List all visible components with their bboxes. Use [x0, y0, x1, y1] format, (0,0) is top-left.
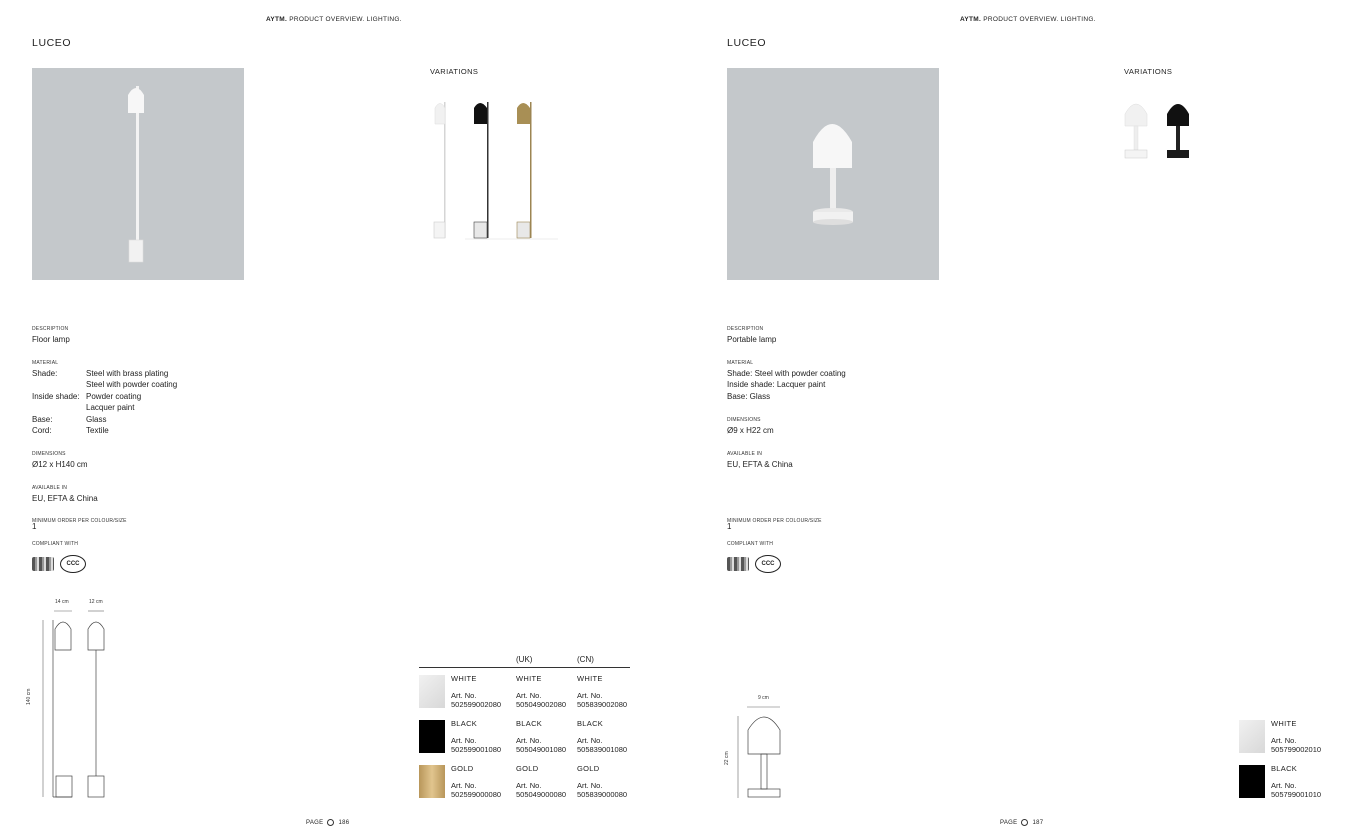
drawing-width-label: 12 cm [89, 599, 103, 605]
description-label: DESCRIPTION [727, 326, 764, 332]
header-text: PRODUCT OVERVIEW. LIGHTING. [289, 16, 402, 23]
brand-logo-icon [327, 819, 334, 826]
color-swatch-black [419, 720, 445, 753]
min-order-value: 1 [32, 522, 37, 531]
drawing-height-label: 22 cm [724, 751, 730, 765]
min-order-value: 1 [727, 522, 732, 531]
material-row: Lacquer paint [86, 403, 135, 413]
ce-mark-icon [727, 557, 749, 571]
dimensions-label: DIMENSIONS [32, 451, 66, 457]
product-title: LUCEO [32, 37, 72, 49]
page-number: 186 [338, 819, 350, 826]
material-row: Base: Glass [32, 414, 107, 424]
description-value: Floor lamp [32, 335, 70, 344]
material-row: Steel with powder coating [86, 380, 178, 390]
table-cell: GOLD Art. No. 502599000080 [451, 764, 502, 799]
technical-drawing [733, 703, 793, 801]
page-footer: PAGE 186 [306, 819, 350, 826]
table-cell: WHITE Art. No. 505839002080 [577, 674, 628, 709]
ce-mark-icon [32, 557, 54, 571]
product-photo [727, 68, 939, 280]
header-brand: AYTM. [266, 16, 288, 23]
description-value: Portable lamp [727, 335, 777, 344]
available-label: AVAILABLE IN [727, 451, 763, 457]
variations-label: VARIATIONS [430, 67, 479, 76]
material-row: Shade: Steel with brass plating [32, 369, 169, 378]
product-title: LUCEO [727, 37, 767, 49]
description-label: DESCRIPTION [32, 326, 69, 332]
variations-image [1122, 98, 1194, 163]
table-cell: BLACK Art. No. 505839001080 [577, 719, 628, 754]
color-swatch-white [419, 675, 445, 708]
ccc-mark-icon: CCC [60, 555, 86, 573]
portable-lamp-image [727, 68, 939, 280]
available-value: EU, EFTA & China [727, 460, 793, 469]
material-label: MATERIAL [32, 360, 59, 366]
color-swatch-white [1239, 720, 1265, 753]
variations-image [425, 98, 560, 243]
product-photo [32, 68, 244, 280]
material-row: Cord: Textile [32, 426, 109, 436]
table-cell: WHITE Art. No. 502599002080 [451, 674, 502, 709]
available-value: EU, EFTA & China [32, 494, 98, 503]
variations-label: VARIATIONS [1124, 67, 1173, 76]
certifications [32, 555, 86, 573]
min-order-label: MINIMUM ORDER PER COLOUR/SIZE [727, 518, 822, 524]
drawing-height-label: 140 cm [26, 688, 32, 705]
table-cell: WHITE Art. No. 505799002010 [1271, 719, 1322, 754]
dimensions-label: DIMENSIONS [727, 417, 761, 423]
material-list [32, 368, 177, 436]
dimensions-value: Ø9 x H22 cm [727, 426, 774, 435]
material-row: Inside shade: Powder coating [32, 391, 142, 401]
compliant-label: COMPLIANT WITH [727, 541, 774, 547]
table-cell: WHITE Art. No. 505049002080 [516, 674, 567, 709]
page-header [266, 16, 402, 23]
table-cell: BLACK Art. No. 505049001080 [516, 719, 567, 754]
table-header-cn: (CN) [577, 655, 594, 664]
page-number: 187 [1032, 819, 1044, 826]
table-cell: BLACK Art. No. 502599001080 [451, 719, 502, 754]
ccc-mark-icon: CCC [755, 555, 781, 573]
technical-drawing [36, 607, 116, 802]
compliant-label: COMPLIANT WITH [32, 541, 79, 547]
material-row: Base: Glass [727, 391, 771, 401]
table-cell: GOLD Art. No. 505839000080 [577, 764, 628, 799]
floor-lamp-image [32, 68, 244, 280]
material-label: MATERIAL [727, 360, 754, 366]
table-rule [419, 667, 630, 668]
material-list [727, 368, 846, 402]
color-swatch-black [1239, 765, 1265, 798]
header-brand: AYTM. [960, 16, 982, 23]
min-order-label: MINIMUM ORDER PER COLOUR/SIZE [32, 518, 127, 524]
page-header [960, 16, 1096, 23]
table-cell: BLACK Art. No. 505799001010 [1271, 764, 1322, 799]
available-label: AVAILABLE IN [32, 485, 68, 491]
brand-logo-icon [1021, 819, 1028, 826]
drawing-width-label: 9 cm [758, 695, 769, 701]
table-header-uk: (UK) [516, 655, 533, 664]
material-row: Shade: Steel with powder coating [727, 369, 846, 378]
certifications [727, 555, 781, 573]
table-cell: GOLD Art. No. 505049000080 [516, 764, 567, 799]
color-swatch-gold [419, 765, 445, 798]
drawing-width-label: 14 cm [55, 599, 69, 605]
dimensions-value: Ø12 x H140 cm [32, 460, 88, 469]
page-footer: PAGE 187 [1000, 819, 1044, 826]
header-text: PRODUCT OVERVIEW. LIGHTING. [983, 16, 1096, 23]
material-row: Inside shade: Lacquer paint [727, 380, 826, 390]
